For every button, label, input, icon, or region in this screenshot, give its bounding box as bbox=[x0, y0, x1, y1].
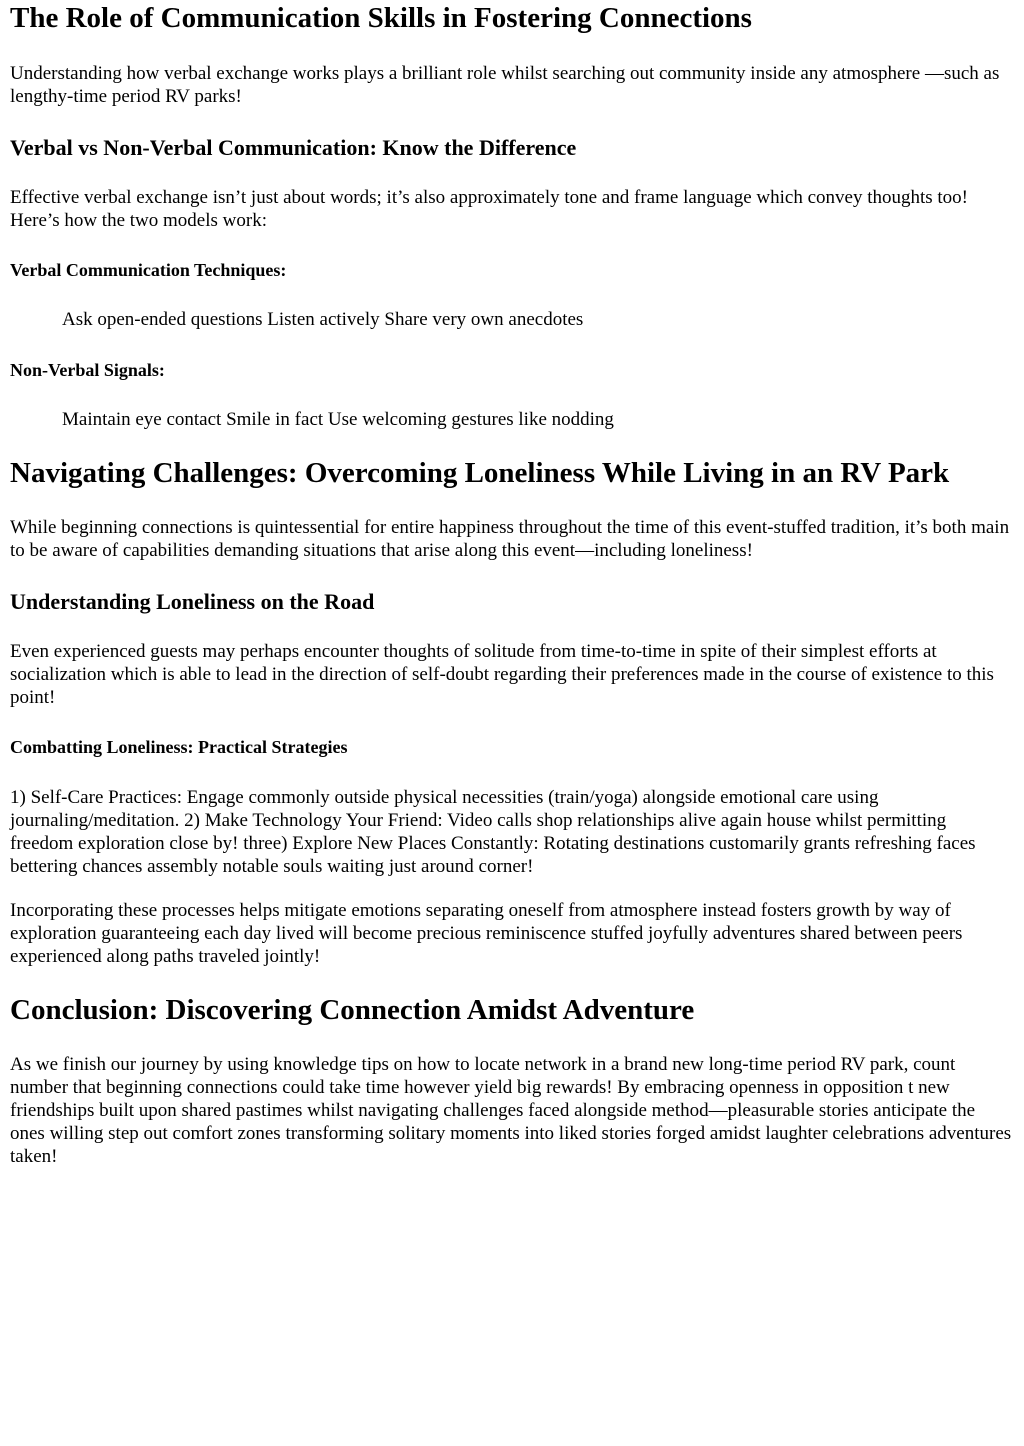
section-title-communication-skills: The Role of Communication Skills in Fostering Connections bbox=[10, 2, 752, 34]
intro-paragraph: Understanding how verbal exchange works plays a brilliant role whilst searching out community inside any atmosphere —such as lengthy-time period RV parks! bbox=[10, 63, 1000, 107]
subheading-verbal-vs-nonverbal: Verbal vs Non-Verbal Communication: Know the Difference bbox=[10, 135, 577, 160]
paragraph-incorporating: Incorporating these processes helps mitigate emotions separating oneself from atmosphere instead fosters growth by way of exploration guaranteeing each day lived will become precious reminiscence stuffed joyfully adventures shared between peers experienced along paths traveled jointly! bbox=[10, 900, 963, 967]
label-practical-strategies: Combatting Loneliness: Practical Strategies bbox=[10, 737, 348, 757]
section-title-conclusion: Conclusion: Discovering Connection Amidst Adventure bbox=[10, 994, 695, 1026]
paragraph-loneliness-intro: While beginning connections is quintessential for entire happiness throughout the time of this event-stuffed tradition, it’s both main to be aware of capabilities demanding situations that arise along this event—including loneliness! bbox=[10, 517, 1010, 561]
label-verbal-techniques: Verbal Communication Techniques: bbox=[10, 260, 287, 280]
paragraph-conclusion: As we finish our journey by using knowledge tips on how to locate network in a brand new long-time period RV park, count number that beginning connections could take time however yield big rewards! By embracing openness in opposition t new friendships built upon shared pastimes whilst navigating challenges faced alongside method—pleasurable stories anticipate the ones willing step out comfort zones transforming solitary moments into liked stories forged amidst laughter celebrations adventures taken! bbox=[10, 1054, 1012, 1167]
paragraph-strategies-list: 1) Self-Care Practices: Engage commonly outside physical necessities (train/yoga) alongside emotional care using journaling/meditation. 2) Make Technology Your Friend: Video calls shop relationships alive again house whilst permitting freedom exploration close by! three) Explore New Places Constantly: Rotating destinations customarily grants refreshing faces bettering chances assembly notable souls waiting just around corner! bbox=[10, 787, 976, 877]
label-nonverbal-signals: Non-Verbal Signals: bbox=[10, 360, 165, 380]
section-title-navigating-challenges: Navigating Challenges: Overcoming Loneliness While Living in an RV Park bbox=[10, 457, 950, 489]
paragraph-verbal-exchange: Effective verbal exchange isn’t just about words; it’s also approximately tone and frame language which convey thoughts too! Here’s how the two models work: bbox=[10, 187, 969, 231]
subheading-loneliness-road: Understanding Loneliness on the Road bbox=[10, 589, 375, 614]
list-nonverbal-signals: Maintain eye contact Smile in fact Use welcoming gestures like nodding bbox=[62, 409, 614, 430]
list-verbal-techniques: Ask open-ended questions Listen actively Share very own anecdotes bbox=[62, 309, 584, 330]
paragraph-solitude: Even experienced guests may perhaps encounter thoughts of solitude from time-to-time in spite of their simplest efforts at socialization which is able to lead in the direction of self-doubt regarding their preferences made in the course of existence to this point! bbox=[10, 641, 994, 708]
